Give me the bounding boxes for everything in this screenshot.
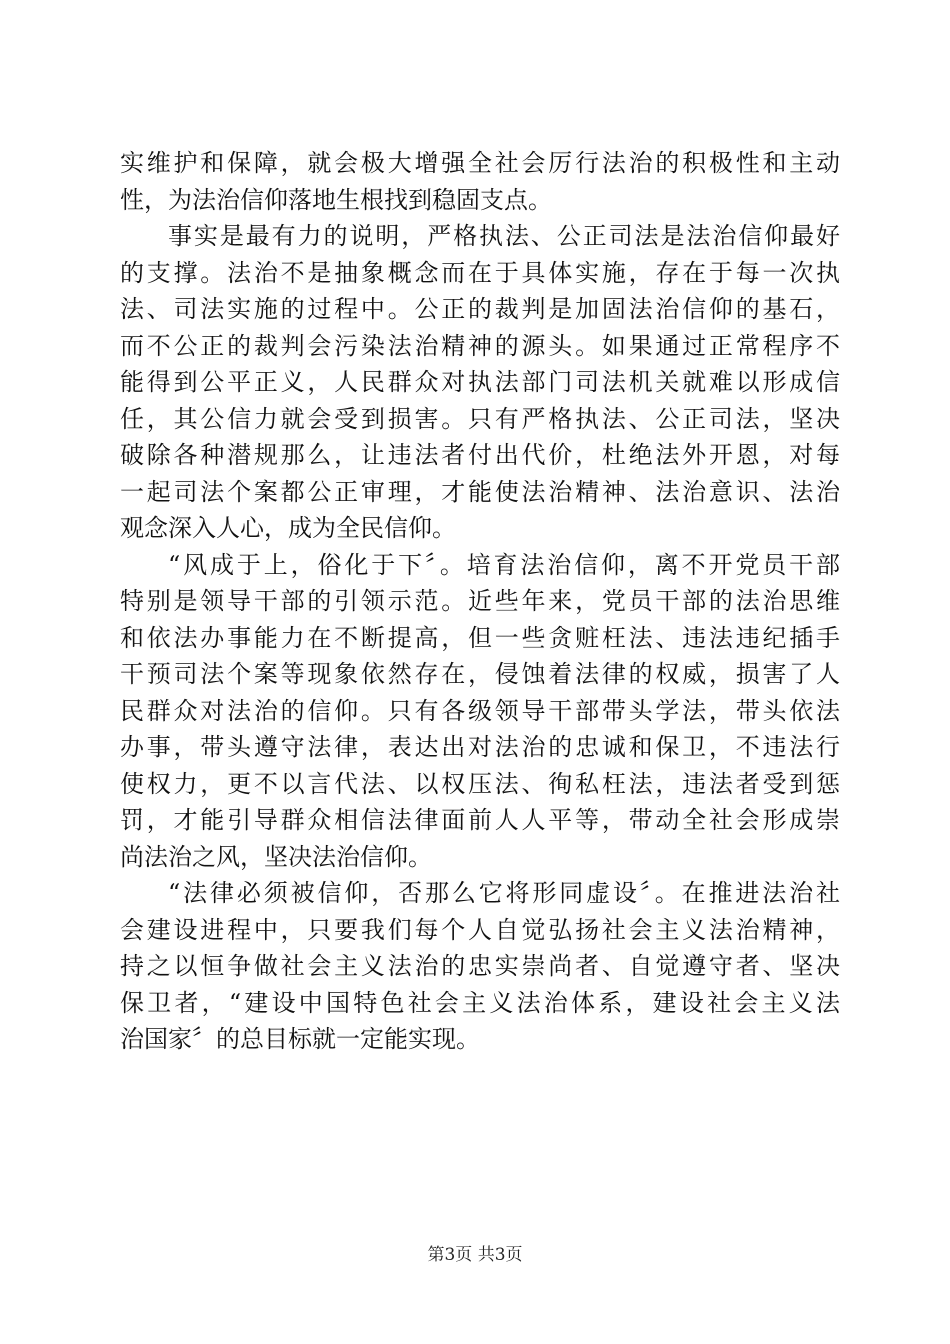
text-line: 保卫者，“建设中国特色社会主义法治体系，建设社会主义法 [120,988,840,1017]
text-line: 会建设进程中，只要我们每个人自觉弘扬社会主义法治精神， [120,915,840,944]
text-line: 使权力，更不以言代法、以权压法、徇私枉法，违法者受到惩 [120,769,840,798]
text-line: 罚，才能引导群众相信法律面前人人平等，带动全社会形成崇 [120,806,840,834]
text-line: 一起司法个案都公正审理，才能使法治精神、法治意识、法治 [120,477,840,506]
text-line: “风成于上，俗化于下〞。培育法治信仰，离不开党员干部 [168,550,840,579]
text-line: 的支撑。法治不是抽象概念而在于具体实施，存在于每一次执 [120,258,840,287]
text-line: 治国家〞的总目标就一定能实现。 [120,1025,480,1053]
page-number-footer: 第3页 共3页 [427,1245,523,1265]
text-line: 干预司法个案等现象依然存在，侵蚀着法律的权威，损害了人 [120,660,840,688]
text-line: 办事，带头遵守法律，表达出对法治的忠诚和保卫，不违法行 [120,733,840,761]
text-line: 实维护和保障，就会极大增强全社会厉行法治的积极性和主动 [120,149,840,177]
text-line: 破除各种潜规那么，让违法者付出代价，杜绝法外开恩，对每 [120,441,840,469]
text-line: 持之以恒争做社会主义法治的忠实崇尚者、自觉遵守者、坚决 [120,952,840,980]
text-line: 而不公正的裁判会污染法治精神的源头。如果通过正常程序不 [120,331,840,360]
text-line: 法、司法实施的过程中。公正的裁判是加固法治信仰的基石， [120,295,840,323]
text-line: 尚法治之风，坚决法治信仰。 [120,842,432,871]
text-line: 任，其公信力就会受到损害。只有严格执法、公正司法，坚决 [120,404,840,433]
text-line: 和依法办事能力在不断提高，但一些贪赃枉法、违法违纪插手 [120,623,840,652]
text-line: 民群众对法治的信仰。只有各级领导干部带头学法，带头依法 [120,696,840,725]
text-line: 事实是最有力的说明，严格执法、公正司法是法治信仰最好 [168,222,840,250]
text-line: 特别是领导干部的引领示范。近些年来，党员干部的法治思维 [120,587,840,615]
text-line: “法律必须被信仰，否那么它将形同虚设〞。在推进法治社 [168,879,840,907]
text-line: 观念深入人心，成为全民信仰。 [120,514,456,542]
body-text [120,145,840,1058]
text-line: 能得到公平正义，人民群众对执法部门司法机关就难以形成信 [120,368,840,396]
text-line: 性，为法治信仰落地生根找到稳固支点。 [120,185,552,214]
